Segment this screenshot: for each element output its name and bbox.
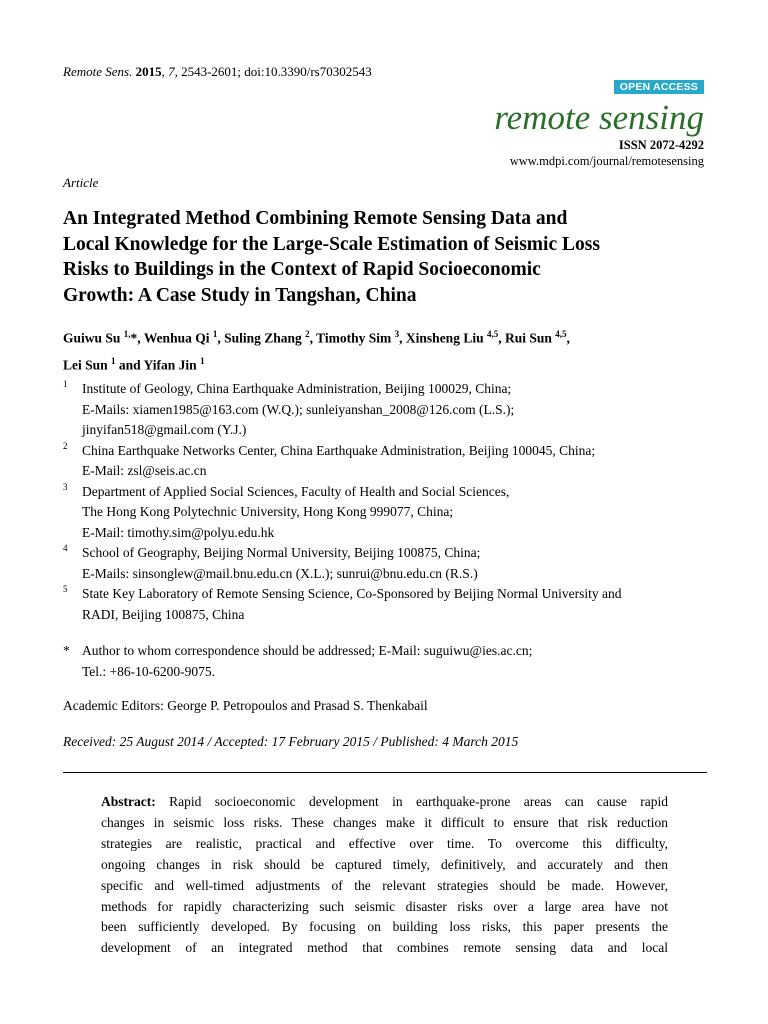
affiliation-line: School of Geography, Beijing Normal University, Beijing 100875, China; [82,545,481,560]
author-line [63,350,713,377]
journal-url[interactable]: www.mdpi.com/journal/remotesensing [509,154,704,168]
correspondence-star: * [63,643,70,658]
affiliations [63,379,713,625]
affiliation-number: 1 [63,379,68,389]
abstract-line: been sufficiently developed. By focusing on building loss risks, this paper presents the [101,919,668,935]
author-separator: , [399,330,406,346]
academic-editors: Academic Editors: George P. Petropoulos and Prasad S. Thenkabail [63,698,428,713]
affiliation-line: E-Mails: xiamen1985@163.com (W.Q.); sunleiyanshan_2008@126.com (L.S.); [82,401,515,417]
author-separator: *, [130,330,144,346]
author-affiliation-marker: 2 [305,329,310,339]
author-separator: , [309,330,317,346]
affiliation-2 [63,441,713,482]
citation-line: Remote Sens. 2015, 7, 2543-2601; doi:10.3390/rs70302543 [63,64,372,79]
abstract-line: changes in seismic loss risks. These changes make it difficult to ensure that risk reduction [101,814,668,830]
article-title [63,206,723,308]
citation-volume: 7 [168,64,175,79]
section-divider [63,772,707,773]
correspondence-line: Tel.: +86-10-6200-9075. [82,663,216,679]
abstract-line: methods for rapidly characterizing such seismic disaster risks over a large area have not [101,898,668,914]
abstract-line: strategies are realistic, practical and effective over time. To overcome this difficulty, [101,835,668,851]
author-name: Xinsheng Liu [405,330,484,346]
author-affiliation-marker: 4,5 [555,329,567,339]
author-name: Guiwu Su [63,330,121,346]
affiliation-line: Department of Applied Social Sciences, Faculty of Health and Social Sciences, [82,483,510,499]
author-affiliation-marker: 1 [200,355,205,366]
citation-year: 2015 [135,64,162,79]
affiliation-line: E-Mails: sinsonglew@mail.bnu.edu.cn (X.L.); sunrui@bnu.edu.cn (R.S.) [82,565,478,581]
affiliation-1 [63,379,713,441]
author-name: Timothy Sim [316,330,392,346]
abstract-label: Abstract: [101,794,156,809]
title-line: Risks to Buildings in the Context of Rapid Socioeconomic [63,259,541,280]
journal-logo: remote sensing [494,98,704,137]
affiliation-number: 4 [63,543,68,553]
author-affiliation-marker: 3 [394,329,400,339]
affiliation-line: State Key Laboratory of Remote Sensing Science, Co-Sponsored by Beijing Normal University and [82,586,622,601]
correspondence-line: Author to whom correspondence should be addressed; E-Mail: suguiwu@ies.ac.cn; [82,643,533,658]
affiliation-number: 2 [63,440,68,451]
abstract-line: development of an integrated method that combines remote sensing data and local [101,940,668,956]
author-name: Rui Sun [504,330,552,346]
affiliation-line: RADI, Beijing 100875, China [82,606,245,622]
title-line: An Integrated Method Combining Remote Sensing Data and [63,208,568,229]
open-access-badge: OPEN ACCESS [614,80,704,94]
author-name: Suling Zhang [224,330,302,346]
abstract-line [101,792,668,813]
publication-dates: Received: 25 August 2014 / Accepted: 17 February 2015 / Published: 4 March 2015 [63,734,519,749]
abstract-line: ongoing changes in risk should be captured timely, definitively, and accurately and then [101,856,668,872]
affiliation-5 [63,584,713,625]
author-affiliation-marker: 4,5 [486,329,499,339]
affiliation-4 [63,543,713,584]
affiliation-line: China Earthquake Networks Center, China Earthquake Administration, Beijing 100045, China; [82,442,596,458]
article-type: Article [63,175,99,190]
author-name: Lei Sun [63,357,108,372]
author-affiliation-marker: 1, [123,329,131,339]
author-affiliation-marker: 1 [212,329,218,339]
issn: ISSN 2072-4292 [618,138,704,152]
title-line: Local Knowledge for the Large-Scale Estimation of Seismic Loss [63,233,600,255]
citation-journal: Remote Sens. [63,64,133,79]
affiliation-line: jinyifan518@gmail.com (Y.J.) [82,422,247,437]
affiliation-3 [63,482,713,544]
affiliation-line: Institute of Geology, China Earthquake Administration, Beijing 100029, China; [82,381,512,396]
affiliation-number: 3 [63,481,68,492]
author-separator: , [566,330,570,346]
author-separator: and [115,357,144,372]
abstract-first-line: Rapid socioeconomic development in earthquake-prone areas can cause rapid [155,794,668,809]
title-line: Growth: A Case Study in Tangshan, China [63,284,417,306]
abstract-line: specific and well-timed adjustments of the relevant strategies should be made. However, [101,877,668,893]
citation-pages-doi: , 2543-2601; doi:10.3390/rs70302543 [174,64,372,79]
abstract [101,792,668,959]
author-separator: , [498,330,505,346]
correspondence-note [63,641,713,682]
author-affiliation-marker: 1 [111,355,116,366]
author-list [63,323,713,376]
affiliation-line: E-Mail: zsl@seis.ac.cn [82,463,207,478]
author-name: Yifan Jin [143,357,197,372]
author-name: Wenhua Qi [143,330,210,346]
author-line [63,323,713,350]
affiliation-line: The Hong Kong Polytechnic University, Hong Kong 999077, China; [82,504,454,519]
affiliation-number: 5 [63,584,68,594]
affiliation-line: E-Mail: timothy.sim@polyu.edu.hk [82,524,275,540]
author-separator: , [217,330,225,346]
